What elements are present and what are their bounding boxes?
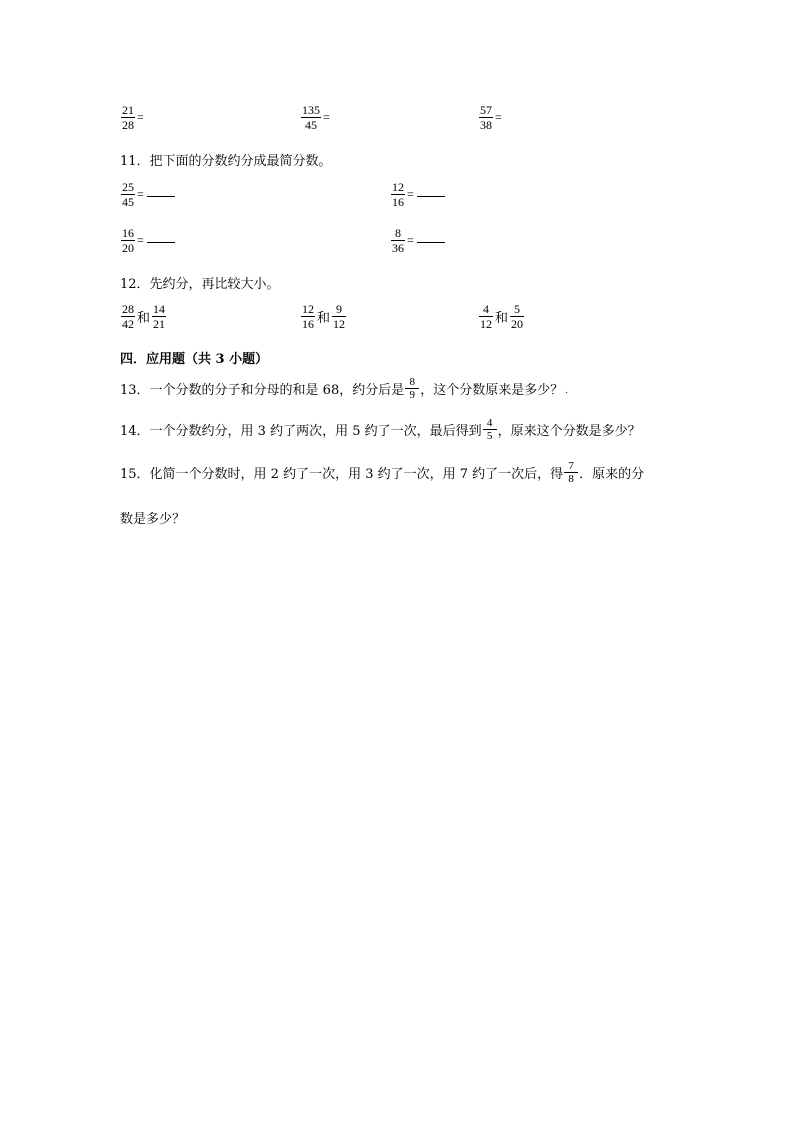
denominator: 16 (392, 195, 404, 209)
denominator: 38 (480, 118, 492, 132)
numerator: 16 (122, 226, 134, 240)
equals-sign: = (137, 233, 144, 247)
numerator: 12 (392, 180, 404, 194)
equals-sign: = (137, 110, 144, 124)
denominator: 20 (511, 317, 524, 331)
answer-blank[interactable] (417, 242, 445, 243)
q15-text-before: 15．化简一个分数时，用 2 约了一次，用 3 约了一次，用 7 约了一次后，得 (120, 467, 564, 482)
numerator: 9 (332, 302, 346, 317)
denominator: 12 (333, 317, 346, 331)
q13-text-before: 13．一个分数的分子和分母的和是 68，约分后是 (120, 383, 405, 398)
compare-pair (300, 302, 347, 331)
numerator: 57 (480, 103, 492, 117)
numerator: 5 (510, 302, 524, 317)
question-11-label: 11．把下面的分数约分成最简分数。 (120, 154, 332, 169)
numerator: 4 (479, 302, 493, 317)
numerator: 12 (302, 302, 314, 316)
numerator: 7 (564, 460, 578, 473)
numerator: 28 (122, 302, 134, 316)
denominator: 42 (122, 317, 134, 331)
numerator: 25 (122, 180, 134, 194)
answer-blank[interactable] (147, 196, 175, 197)
simplify-item (390, 180, 445, 209)
question-15 (120, 460, 644, 485)
denominator: 8 (568, 473, 574, 485)
compare-pair (478, 302, 525, 331)
question-12-label: 12．先约分，再比较大小。 (120, 277, 280, 292)
equals-sign: = (407, 233, 414, 247)
q13-trailing-dot: . (565, 385, 569, 396)
denominator: 28 (122, 118, 134, 132)
simplify-item (120, 226, 175, 255)
numerator: 14 (153, 302, 166, 316)
q13-text-after: ，这个分数原来是多少？ (420, 383, 564, 398)
numerator: 8 (405, 376, 419, 389)
connector-and: 和 (137, 311, 151, 326)
numerator: 4 (483, 417, 497, 430)
denominator: 16 (302, 317, 314, 331)
denominator: 21 (153, 317, 166, 331)
q14-text-after: ，原来这个分数是多少？ (497, 424, 641, 439)
connector-and: 和 (495, 311, 509, 326)
simplify-item (120, 180, 175, 209)
fraction-item (300, 103, 330, 132)
connector-and: 和 (317, 311, 331, 326)
denominator: 5 (486, 430, 493, 442)
question-14 (120, 417, 641, 442)
fraction-item (478, 103, 502, 132)
equals-sign: = (407, 187, 414, 201)
numerator: 21 (122, 103, 134, 117)
section-4-title: 四．应用题（共 3 小题） (120, 352, 269, 367)
question-13 (120, 376, 568, 401)
denominator: 20 (122, 241, 134, 255)
simplify-item (390, 226, 445, 255)
fraction-item (120, 103, 144, 132)
question-15-line-2: 数是多少？ (120, 512, 186, 527)
equals-sign: = (495, 110, 502, 124)
answer-blank[interactable] (147, 242, 175, 243)
denominator: 45 (122, 195, 134, 209)
answer-blank[interactable] (417, 196, 445, 197)
equals-sign: = (137, 187, 144, 201)
denominator: 45 (305, 118, 317, 132)
numerator: 135 (302, 103, 320, 117)
denominator: 36 (392, 241, 404, 255)
denominator: 12 (480, 317, 492, 331)
denominator: 9 (409, 389, 415, 401)
numerator: 8 (391, 226, 405, 241)
compare-pair (120, 302, 167, 331)
q14-text-before: 14．一个分数约分，用 3 约了两次，用 5 约了一次，最后得到 (120, 424, 482, 439)
equals-sign: = (323, 110, 330, 124)
q15-text-after: ．原来的分 (579, 467, 645, 482)
